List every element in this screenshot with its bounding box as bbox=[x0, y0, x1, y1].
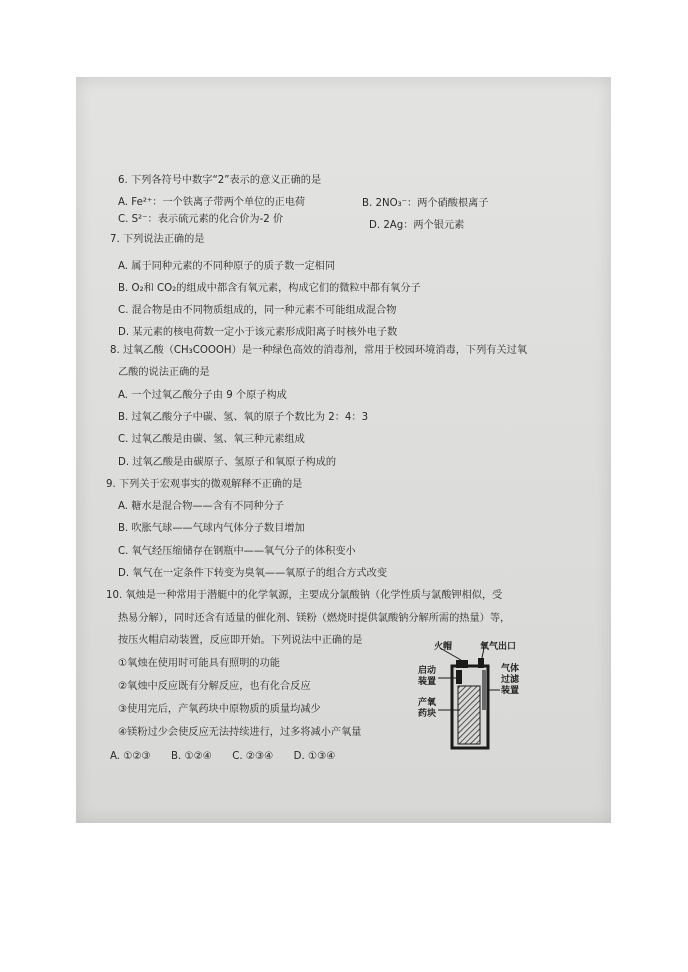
label-start-device-1: 启动 bbox=[418, 666, 437, 676]
q6-option-b: B. 2NO₃⁻：两个硝酸根离子 bbox=[362, 198, 489, 209]
fire-cap bbox=[456, 660, 468, 668]
oxygen-candle-diagram bbox=[404, 640, 524, 750]
q8-option-d: D. 过氧乙酸是由碳原子、氢原子和氧原子构成的 bbox=[118, 457, 337, 468]
q8-stem-line1: 8. 过氧乙酸（CH₃COOOH）是一种绿色高效的消毒剂，常用于校园环境消毒，下列有关过氧 bbox=[110, 345, 528, 356]
q10-statement-4: ④镁粉过少会使反应无法持续进行，过多将减小产氧量 bbox=[118, 727, 362, 738]
q7-stem: 7. 下列说法正确的是 bbox=[110, 234, 205, 245]
gas-filter bbox=[482, 670, 486, 710]
q8-option-a: A. 一个过氧乙酸分子由 9 个原子构成 bbox=[118, 390, 287, 401]
q7-option-d: D. 某元素的核电荷数一定小于该元素形成阳离子时核外电子数 bbox=[118, 327, 398, 338]
label-start-device-2: 装置 bbox=[418, 677, 437, 687]
q9-option-a: A. 糖水是混合物——含有不同种分子 bbox=[118, 501, 285, 512]
q9-option-c: C. 氧气经压缩储存在钢瓶中——氧气分子的体积变小 bbox=[118, 546, 356, 557]
label-oxygen-block-1: 产氧 bbox=[418, 698, 437, 708]
q9-option-d: D. 氧气在一定条件下转变为臭氧——氧原子的组合方式改变 bbox=[118, 568, 388, 579]
q6-stem: 6. 下列各符号中数字“2”表示的意义正确的是 bbox=[118, 175, 322, 186]
label-fire-cap: 火帽 bbox=[434, 642, 453, 652]
q10-stem-line1: 10. 氧烛是一种常用于潜艇中的化学氧源，主要成分氯酸钠（化学性质与氯酸钾相似，受 bbox=[106, 590, 503, 601]
q6-option-d: D. 2Ag：两个银元素 bbox=[369, 220, 465, 231]
oxygen-outlet bbox=[478, 658, 484, 668]
q6-option-a: A. Fe²⁺：一个铁离子带两个单位的正电荷 bbox=[118, 197, 306, 208]
label-gas-filter-2: 过滤 bbox=[501, 675, 520, 685]
q8-stem-line2: 乙酸的说法正确的是 bbox=[118, 367, 210, 378]
q10-stem-line2: 热易分解），同时还含有适量的催化剂、镁粉（燃烧时提供氯酸钠分解所需的热量）等， bbox=[118, 613, 511, 624]
q10-stem-line3: 按压火帽启动装置，反应即开始。下列说法中正确的是 bbox=[118, 635, 363, 646]
q10-options: A. ①②③ B. ①②④ C. ②③④ D. ①③④ bbox=[110, 751, 336, 762]
q8-option-c: C. 过氧乙酸是由碳、氢、氧三种元素组成 bbox=[118, 434, 305, 445]
oxygen-block bbox=[458, 686, 480, 744]
q7-option-a: A. 属于同种元素的不同种原子的质子数一定相同 bbox=[118, 261, 336, 272]
q9-option-b: B. 吹胀气球——气球内气体分子数目增加 bbox=[118, 523, 305, 534]
q7-option-b: B. O₂和 CO₂的组成中都含有氧元素，构成它们的微粒中都有氧分子 bbox=[118, 283, 421, 294]
label-gas-filter-1: 气体 bbox=[501, 664, 520, 674]
q7-option-c: C. 混合物是由不同物质组成的，同一种元素不可能组成混合物 bbox=[118, 305, 397, 316]
q6-option-c: C. S²⁻：表示硫元素的化合价为-2 价 bbox=[118, 214, 284, 225]
label-gas-filter-3: 装置 bbox=[501, 686, 520, 696]
q10-statement-1: ①氧烛在使用时可能具有照明的功能 bbox=[118, 658, 280, 669]
label-oxygen-block-2: 药块 bbox=[418, 709, 437, 719]
q8-option-b: B. 过氧乙酸分子中碳、氢、氧的原子个数比为 2：4：3 bbox=[118, 412, 369, 423]
q10-statement-2: ②氧烛中反应既有分解反应，也有化合反应 bbox=[118, 681, 311, 692]
q10-statement-3: ③使用完后，产氧药块中原物质的质量均减少 bbox=[118, 704, 321, 715]
q9-stem: 9. 下列关于宏观事实的微观解释不正确的是 bbox=[106, 479, 303, 490]
label-oxygen-outlet: 氧气出口 bbox=[480, 642, 517, 652]
start-device bbox=[456, 670, 462, 684]
